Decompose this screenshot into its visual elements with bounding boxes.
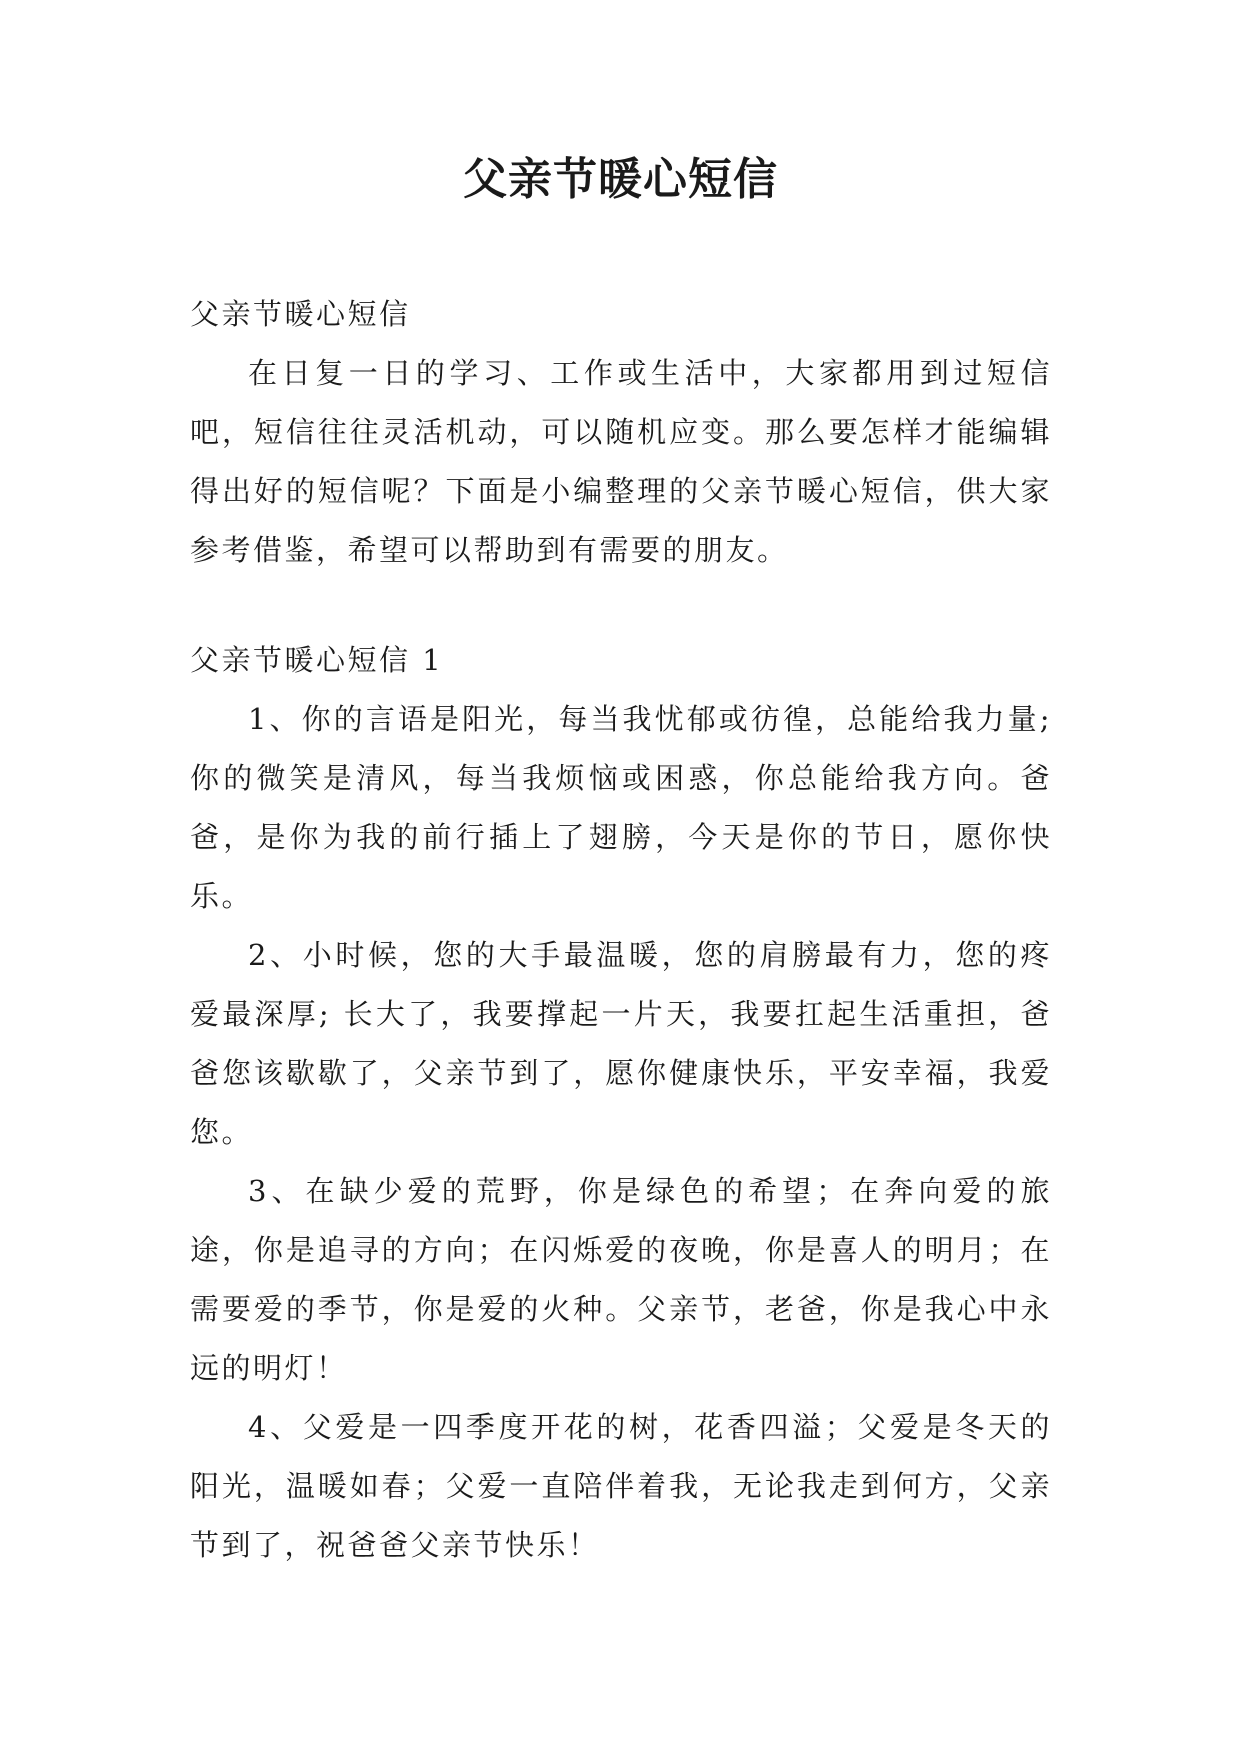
section-spacer [190, 580, 1052, 631]
document-body [190, 285, 1052, 1575]
intro-paragraph: 在日复一日的学习、工作或生活中，大家都用到过短信吧，短信往往灵活机动，可以随机应变。那么要怎样才能编辑得出好的短信呢？下面是小编整理的父亲节暖心短信，供大家参考借鉴，希望可以帮助到有需要的朋友。 [190, 356, 1052, 567]
document-title: 父亲节暖心短信 [463, 154, 778, 205]
section-heading: 父亲节暖心短信 1 [190, 643, 444, 677]
message-item-1: 1、你的言语是阳光，每当我忧郁或彷徨，总能给我力量; 你的微笑是清风，每当我烦恼或困惑，你总能给我方向。爸爸，是你为我的前行插上了翅膀，今天是你的节日，愿你快乐。 [190, 702, 1052, 913]
message-item-3: 3、在缺少爱的荒野，你是绿色的希望；在奔向爱的旅途，你是追寻的方向；在闪烁爱的夜晚，你是喜人的明月；在需要爱的季节，你是爱的火种。父亲节，老爸，你是我心中永远的明灯！ [190, 1174, 1052, 1385]
document-subtitle: 父亲节暖心短信 [190, 297, 411, 331]
message-item-2: 2、小时候，您的大手最温暖，您的肩膀最有力，您的疼爱最深厚; 长大了，我要撑起一片天，我要扛起生活重担，爸爸您该歇歇了，父亲节到了，愿你健康快乐，平安幸福，我爱您。 [190, 938, 1052, 1149]
message-item-4: 4、父爱是一四季度开花的树，花香四溢；父爱是冬天的阳光，温暖如春；父爱一直陪伴着我，无论我走到何方，父亲节到了，祝爸爸父亲节快乐！ [190, 1410, 1052, 1562]
